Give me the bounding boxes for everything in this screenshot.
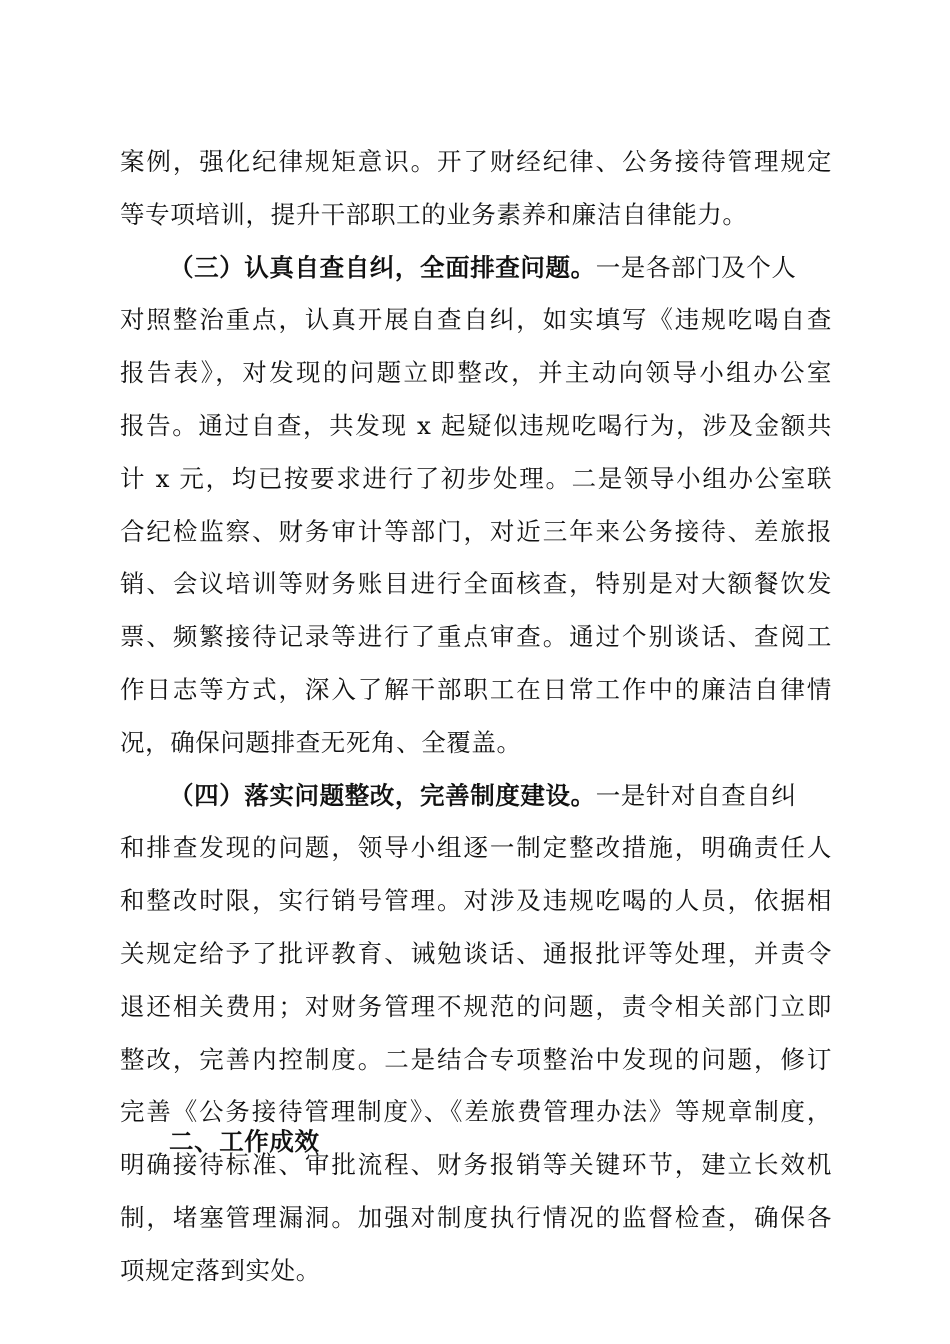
paragraph-1-line-1: 案例，强化纪律规矩意识。开了财经纪律、公务接待管理规定 — [120, 147, 832, 176]
paragraph-2-line-6: 合纪检监察、财务审计等部门，对近三年来公务接待、差旅报 — [120, 516, 832, 546]
paragraph-3-first-rest: 一是针对自查自纠 — [595, 780, 797, 810]
paragraph-3-line-10: 项规定落到实处。 — [120, 1255, 321, 1285]
paragraph-3-line-1 — [120, 770, 832, 823]
section-heading: 二、工作成效 — [169, 1127, 320, 1156]
paragraph-3-line-9: 制，堵塞管理漏洞。加强对制度执行情况的监督检查，确保各 — [120, 1202, 832, 1232]
paragraph-2-line-2: 对照整治重点，认真开展自查自纠，如实填写《违规吃喝自查 — [120, 305, 832, 335]
paragraph-3-heading: （四）落实问题整改，完善制度建设。 — [169, 780, 596, 810]
paragraph-3-line-3: 和整改时限，实行销号管理。对涉及违规吃喝的人员，依据相 — [120, 886, 832, 916]
paragraph-1-line-2: 等专项培训，提升干部职工的业务素养和廉洁自律能力。 — [120, 199, 748, 229]
paragraph-2-line-9: 作日志等方式，深入了解干部职工在日常工作中的廉洁自律情 — [120, 674, 832, 704]
paragraph-2-line-7: 销、会议培训等财务账目进行全面核查，特别是对大额餐饮发 — [120, 569, 832, 599]
paragraph-2-first-rest: 一是各部门及个人 — [595, 252, 797, 282]
paragraph-3-line-7: 完善《公务接待管理制度》、《差旅费管理办法》等规章制度， — [120, 1097, 832, 1127]
paragraph-2-line-4: 报告。通过自查，共发现 x 起疑似违规吃喝行为，涉及金额共 — [120, 410, 832, 440]
paragraph-3-line-2: 和排查发现的问题，领导小组逐一制定整改措施，明确责任人 — [120, 833, 832, 863]
paragraph-2-line-10: 况，确保问题排查无死角、全覆盖。 — [120, 727, 522, 757]
paragraph-3-line-4: 关规定给予了批评教育、诫勉谈话、通报批评等处理，并责令 — [120, 938, 832, 968]
paragraph-3-line-6: 整改，完善内控制度。二是结合专项整治中发现的问题，修订 — [120, 1044, 832, 1074]
paragraph-2-line-5: 计 x 元，均已按要求进行了初步处理。二是领导小组办公室联 — [120, 463, 832, 493]
paragraph-2-line-3: 报告表》，对发现的问题立即整改，并主动向领导小组办公室 — [120, 358, 832, 388]
paragraph-2-line-8: 票、频繁接待记录等进行了重点审查。通过个别谈话、查阅工 — [120, 622, 832, 652]
paragraph-3-line-5: 退还相关费用；对财务管理不规范的问题，责令相关部门立即 — [120, 991, 832, 1021]
paragraph-2-line-1 — [120, 242, 832, 295]
paragraph-3-line-8: 明确接待标准、审批流程、财务报销等关键环节，建立长效机 — [120, 1150, 832, 1180]
paragraph-2-heading: （三）认真自查自纠，全面排查问题。 — [169, 252, 596, 282]
